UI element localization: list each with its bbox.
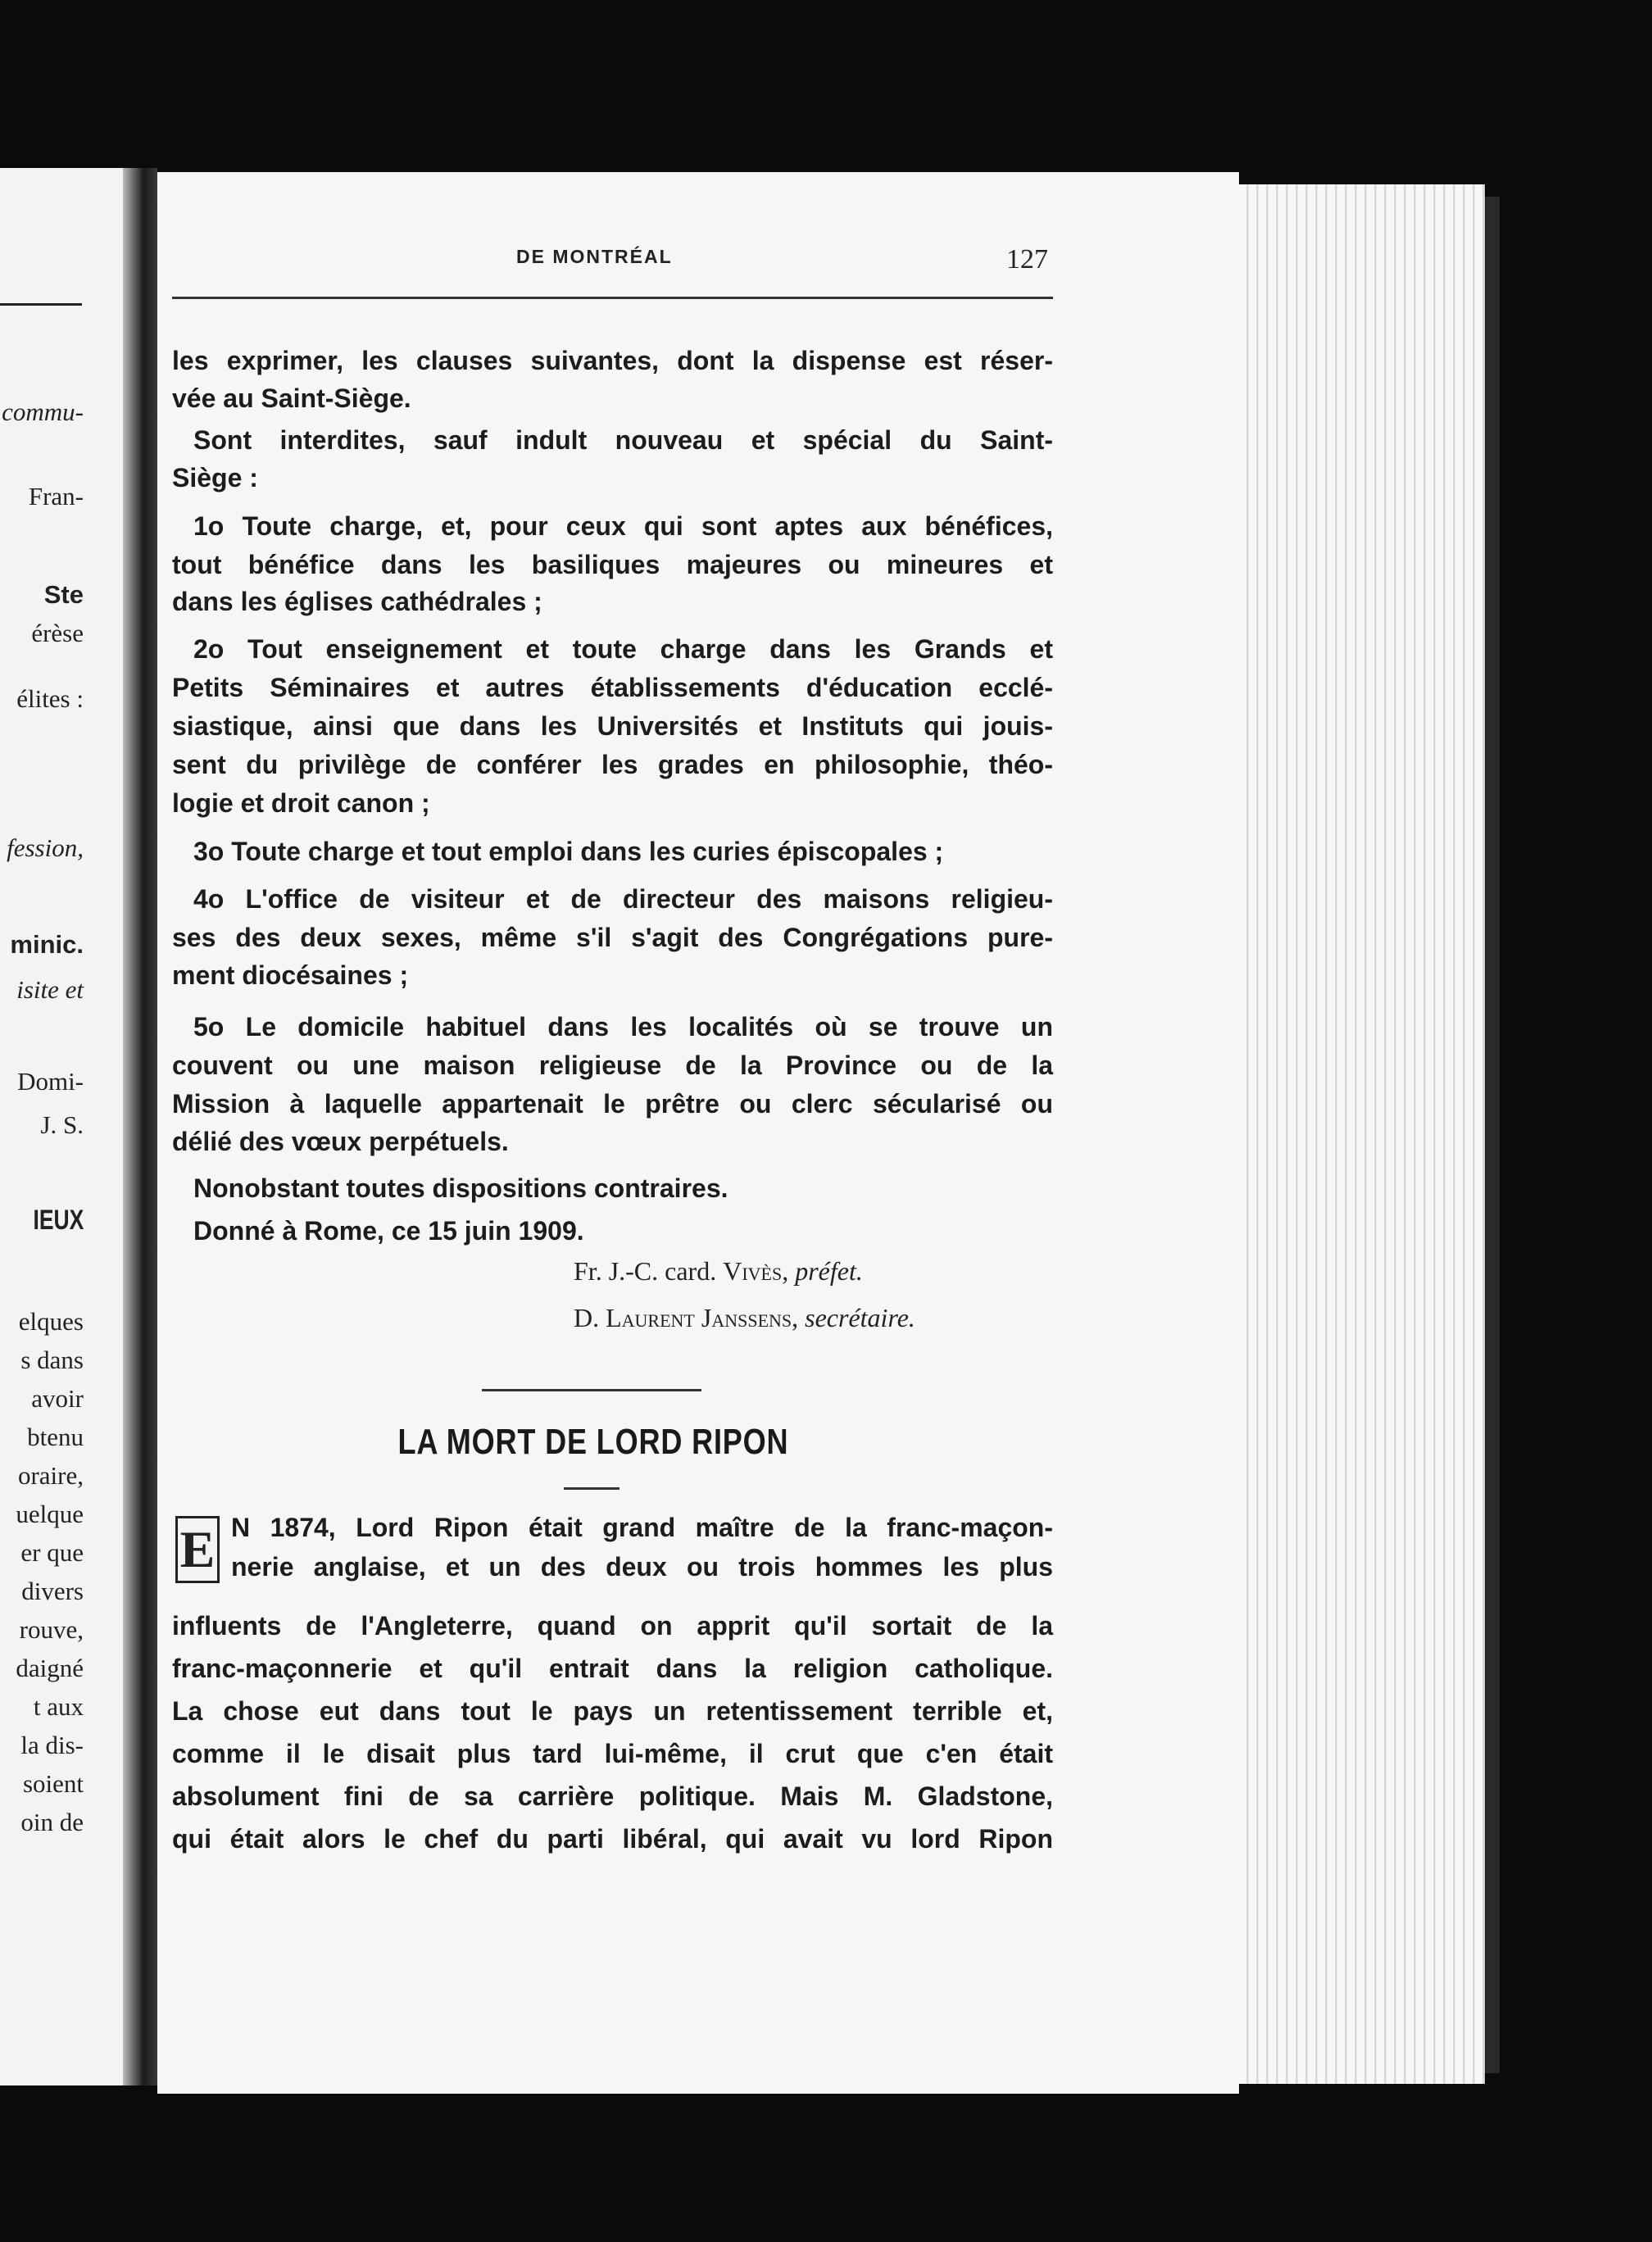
body-line: vée au Saint-Siège. (172, 384, 411, 413)
left-page-line: Fran- (28, 482, 84, 511)
left-page-line: elques (18, 1307, 84, 1336)
signature-secretary-name: Laurent Janssens (606, 1303, 792, 1332)
left-page-line: rouve, (19, 1615, 84, 1644)
title-rule (564, 1487, 620, 1490)
left-page-line: divers (21, 1577, 84, 1605)
article-line: comme il le disait plus tard lui-même, il crut que c'en était (172, 1739, 1053, 1768)
left-page-line: commu- (2, 397, 84, 426)
drop-cap: E (175, 1516, 220, 1583)
body-line: tout bénéfice dans les basiliques majeures ou mineures et (172, 550, 1053, 579)
body-line: Sont interdites, sauf indult nouveau et spécial du Saint- (193, 425, 1053, 455)
body-line: sent du privilège de conférer les grades en philosophie, théo- (172, 750, 1053, 779)
body-line: ment diocésaines ; (172, 960, 409, 990)
body-line: Mission à laquelle appartenait le prêtre ou clerc sécularisé ou (172, 1089, 1053, 1119)
left-page-line: élites : (16, 684, 84, 713)
page-block-edge (1239, 184, 1485, 2084)
left-page-line: s dans (20, 1346, 84, 1374)
body-line: Donné à Rome, ce 15 juin 1909. (193, 1216, 584, 1246)
left-page-line: er que (20, 1538, 84, 1567)
body-line: 3o Toute charge et tout emploi dans les curies épiscopales ; (193, 837, 944, 866)
article-line: influents de l'Angleterre, quand on apprit qu'il sortait de la (172, 1611, 1053, 1641)
page-number: 127 (1006, 244, 1048, 275)
left-page-line: soient (22, 1769, 84, 1798)
article-line: N 1874, Lord Ripon était grand maître de la franc-maçon- (231, 1513, 1053, 1542)
body-line: logie et droit canon ; (172, 788, 430, 818)
article-line: La chose eut dans tout le pays un retentissement terrible et, (172, 1696, 1053, 1726)
signature-prefect-title: préfet. (795, 1256, 863, 1286)
page-edge-shadow (1485, 197, 1500, 2073)
body-line: délié des vœux perpétuels. (172, 1127, 509, 1156)
article-line: nerie anglaise, et un des deux ou trois hommes les plus (231, 1552, 1053, 1582)
signature-secretary-prefix: D. (574, 1303, 600, 1332)
article-line: franc-maçonnerie et qu'il entrait dans la religion catholique. (172, 1654, 1053, 1683)
article-title: LA MORT DE LORD RIPON (397, 1422, 789, 1462)
body-line: Siège : (172, 463, 258, 492)
left-page-line: t aux (33, 1692, 84, 1721)
left-page-line: Ste (43, 580, 84, 609)
body-line: 1o Toute charge, et, pour ceux qui sont aptes aux bénéfices, (193, 511, 1053, 541)
left-page-heading: IEUX (33, 1205, 84, 1236)
left-page-header-rule (0, 303, 82, 306)
body-line: 4o L'office de visiteur et de directeur des maisons religieu- (193, 884, 1053, 914)
left-page-line: oin de (20, 1808, 84, 1836)
left-page-line: minic. (10, 930, 84, 959)
left-page-line: fession, (7, 833, 84, 862)
left-page-line: isite et (16, 975, 84, 1004)
body-line: Nonobstant toutes dispositions contraires. (193, 1173, 728, 1203)
body-line: couvent ou une maison religieuse de la Province ou de la (172, 1051, 1053, 1080)
signature-prefect-prefix: Fr. J.-C. card. (574, 1256, 717, 1286)
left-page-line: btenu (27, 1423, 84, 1451)
running-head: DE MONTRÉAL (516, 246, 673, 267)
book-gutter (123, 168, 157, 2085)
body-line: 2o Tout enseignement et toute charge dans les Grands et (193, 634, 1053, 664)
left-page-line: Domi- (17, 1067, 84, 1096)
left-page-line: la dis- (20, 1731, 84, 1759)
left-page-line: J. S. (40, 1110, 84, 1139)
body-line: siastique, ainsi que dans les Universités et Instituts qui jouis- (172, 711, 1053, 741)
left-page-line: daigné (16, 1654, 84, 1682)
article-line: absolument fini de sa carrière politique. Mais M. Gladstone, (172, 1781, 1053, 1811)
left-page-line: érèse (31, 619, 84, 647)
section-separator-rule (482, 1389, 701, 1391)
left-page-line: uelque (16, 1500, 84, 1528)
signature-prefect: Fr. J.-C. card. Vivès, préfet. (574, 1256, 863, 1286)
body-line: dans les églises cathédrales ; (172, 587, 542, 616)
left-page-line: avoir (31, 1384, 84, 1413)
body-line: Petits Séminaires et autres établissements d'éducation ecclé- (172, 673, 1053, 702)
body-line: ses des deux sexes, même s'il s'agit des Congrégations pure- (172, 923, 1053, 952)
signature-prefect-name: Vivès (723, 1256, 783, 1286)
body-line: 5o Le domicile habituel dans les localités où se trouve un (193, 1012, 1053, 1042)
article-line: qui était alors le chef du parti libéral, qui avait vu lord Ripon (172, 1824, 1053, 1854)
left-facing-page (0, 168, 123, 2085)
body-line: les exprimer, les clauses suivantes, dont la dispense est réser- (172, 346, 1053, 375)
header-rule (172, 297, 1053, 299)
signature-secretary: D. Laurent Janssens, secrétaire. (574, 1303, 915, 1332)
signature-secretary-title: secrétaire. (805, 1303, 915, 1332)
left-page-line: oraire, (17, 1461, 84, 1490)
